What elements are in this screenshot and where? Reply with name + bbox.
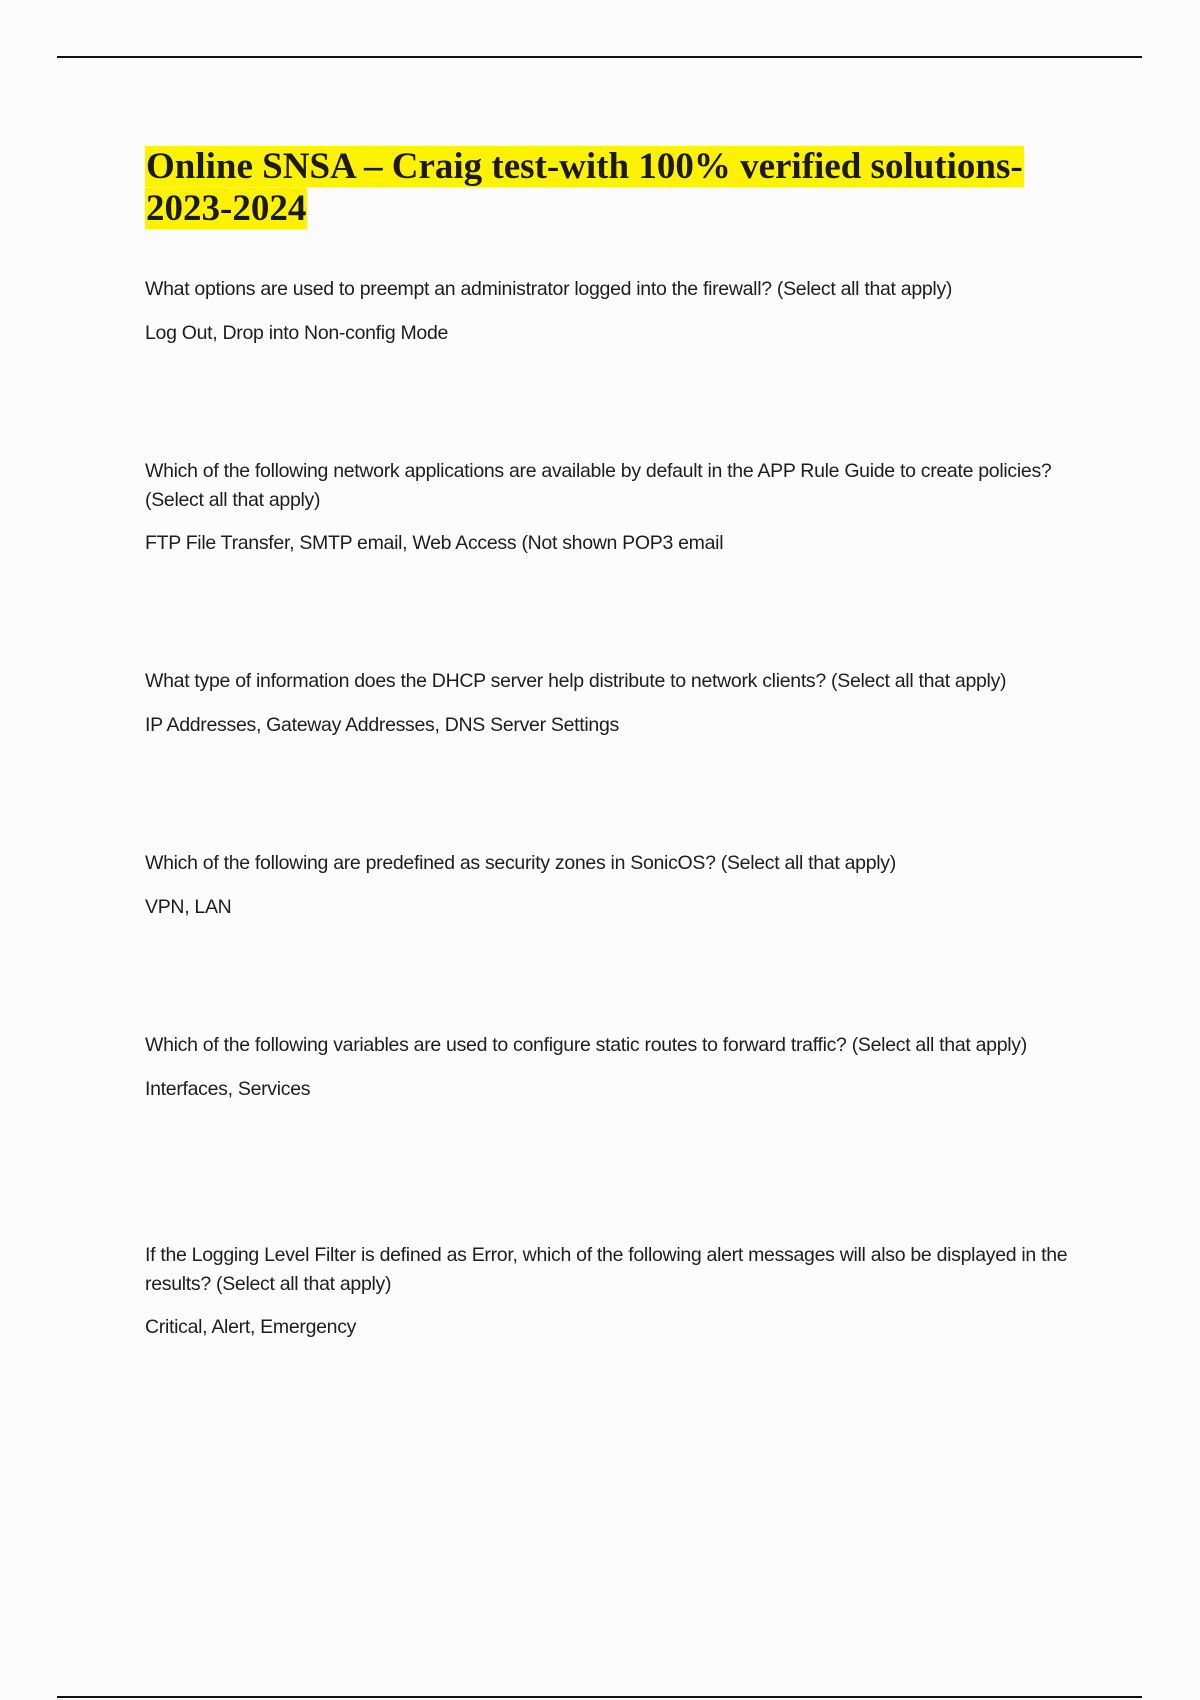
header-rule — [57, 56, 1142, 58]
answer-text: Interfaces, Services — [145, 1077, 311, 1100]
answer-text: VPN, LAN — [145, 895, 232, 918]
answer-text: FTP File Transfer, SMTP email, Web Access (Not shown POP3 email — [145, 532, 724, 554]
qa-item — [145, 457, 1090, 558]
title-highlight: Online SNSA – Craig test-with 100% verified solutions-2023-2024 — [146, 146, 1023, 229]
question-text: What options are used to preempt an administrator logged into the firewall? (Select all that apply) — [145, 278, 953, 300]
question-text: Which of the following network applications are available by default in the APP Rule Guide to create policies? (Select all that apply) — [145, 460, 1052, 511]
question-text: Which of the following variables are used to configure static routes to forward traffic? (Select all that apply) — [145, 1034, 1027, 1056]
qa-item — [145, 849, 1090, 921]
document-title — [145, 146, 1105, 230]
answer-text: Critical, Alert, Emergency — [145, 1316, 357, 1338]
answer-text: Log Out, Drop into Non-config Mode — [145, 321, 449, 344]
question-text: Which of the following are predefined as security zones in SonicOS? (Select all that apply) — [145, 852, 896, 874]
qa-item — [145, 1031, 1090, 1103]
qa-item — [145, 1241, 1090, 1342]
footer-rule — [57, 1696, 1142, 1698]
question-text: What type of information does the DHCP server help distribute to network clients? (Select all that apply) — [145, 670, 1007, 692]
qa-item — [145, 667, 1090, 739]
question-text: If the Logging Level Filter is defined as Error, which of the following alert messages will also be displayed in the results? (Select all that apply) — [145, 1244, 1068, 1295]
qa-item — [145, 275, 1090, 347]
answer-text: IP Addresses, Gateway Addresses, DNS Server Settings — [145, 713, 619, 736]
